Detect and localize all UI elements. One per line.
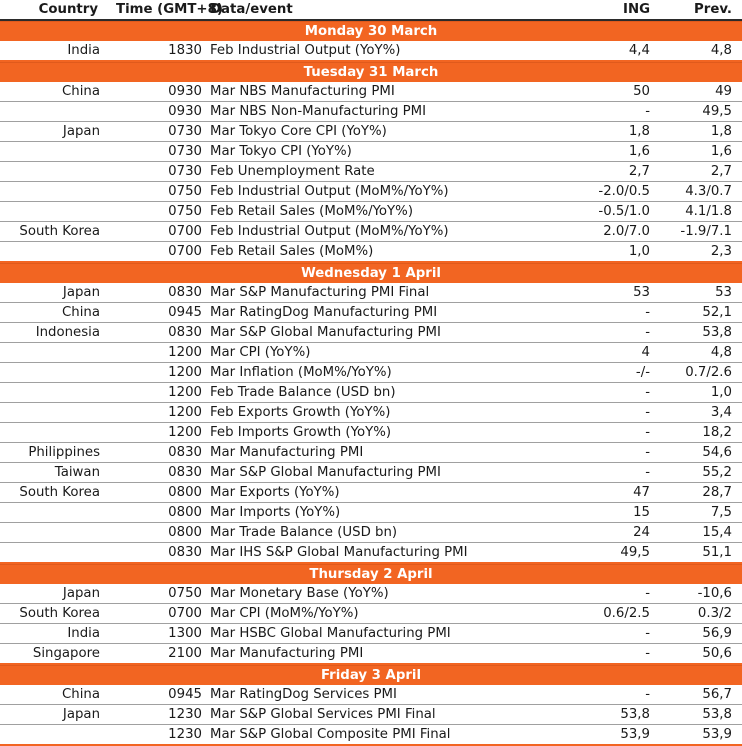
cell-time: 0830 — [168, 545, 202, 560]
cell-country: Japan — [62, 586, 100, 601]
cell-event: Mar RatingDog Manufacturing PMI — [210, 305, 438, 320]
cell-time: 1200 — [168, 365, 202, 380]
cell-time: 0830 — [168, 445, 202, 460]
cell-previous: 1,8 — [710, 124, 732, 139]
cell-time: 0750 — [168, 204, 202, 219]
cell-time: 2100 — [168, 646, 202, 661]
table-row — [0, 383, 742, 403]
table-row — [0, 202, 742, 222]
cell-event: Mar NBS Non-Manufacturing PMI — [210, 104, 427, 119]
cell-time: 0750 — [168, 184, 202, 199]
cell-previous: -1.9/7.1 — [680, 224, 732, 239]
cell-previous: 52,1 — [702, 305, 732, 320]
cell-country: Japan — [62, 124, 100, 139]
cell-ing-forecast: 49,5 — [620, 545, 650, 560]
cell-time: 0730 — [168, 124, 202, 139]
table-row — [0, 283, 742, 303]
cell-event: Mar Imports (YoY%) — [210, 505, 341, 520]
cell-time: 0930 — [168, 104, 202, 119]
cell-event: Feb Industrial Output (MoM%/YoY%) — [210, 224, 449, 239]
table-body — [0, 21, 742, 746]
cell-ing-forecast: 1,8 — [628, 124, 650, 139]
table-row — [0, 705, 742, 725]
cell-country: India — [67, 43, 100, 58]
cell-time: 1230 — [168, 727, 202, 742]
day-label: Wednesday 1 April — [301, 266, 441, 281]
table-row — [0, 483, 742, 503]
cell-event: Mar S&P Manufacturing PMI Final — [210, 285, 430, 300]
table-row — [0, 122, 742, 142]
cell-event: Mar Inflation (MoM%/YoY%) — [210, 365, 392, 380]
cell-ing-forecast: - — [645, 325, 650, 340]
cell-event: Mar Manufacturing PMI — [210, 646, 364, 661]
table-row — [0, 162, 742, 182]
cell-previous: 4.3/0.7 — [685, 184, 732, 199]
table-row — [0, 725, 742, 746]
table-row — [0, 523, 742, 543]
cell-ing-forecast: - — [645, 465, 650, 480]
day-header-row — [0, 21, 742, 41]
day-label: Tuesday 31 March — [303, 65, 439, 80]
cell-event: Mar Tokyo Core CPI (YoY%) — [210, 124, 387, 139]
cell-previous: 3,4 — [710, 405, 732, 420]
day-header-row — [0, 62, 742, 82]
cell-event: Mar Manufacturing PMI — [210, 445, 364, 460]
cell-time: 0730 — [168, 144, 202, 159]
cell-previous: 1,0 — [710, 385, 732, 400]
cell-previous: 2,3 — [710, 244, 732, 259]
cell-country: South Korea — [19, 606, 100, 621]
cell-ing-forecast: - — [645, 586, 650, 601]
cell-ing-forecast: - — [645, 305, 650, 320]
cell-previous: 53,8 — [702, 325, 732, 340]
cell-event: Feb Retail Sales (MoM%) — [210, 244, 374, 259]
cell-time: 0700 — [168, 244, 202, 259]
table-row — [0, 503, 742, 523]
cell-event: Feb Industrial Output (YoY%) — [210, 43, 401, 58]
cell-event: Feb Retail Sales (MoM%/YoY%) — [210, 204, 414, 219]
cell-ing-forecast: 1,6 — [628, 144, 650, 159]
day-label: Friday 3 April — [320, 668, 422, 683]
cell-previous: 4,8 — [710, 43, 732, 58]
cell-ing-forecast: -/- — [635, 365, 650, 380]
table-row — [0, 423, 742, 443]
cell-event: Mar IHS S&P Global Manufacturing PMI — [210, 545, 468, 560]
table-row — [0, 543, 742, 564]
cell-previous: 51,1 — [702, 545, 732, 560]
table-row — [0, 624, 742, 644]
cell-ing-forecast: - — [645, 445, 650, 460]
cell-time: 0800 — [168, 505, 202, 520]
table-row — [0, 102, 742, 122]
cell-country: Taiwan — [54, 465, 100, 480]
cell-previous: 0.3/2 — [697, 606, 732, 621]
cell-country: China — [62, 687, 100, 702]
header-time: Time (GMT+8) — [116, 2, 223, 17]
cell-ing-forecast: 1,0 — [628, 244, 650, 259]
cell-previous: 2,7 — [710, 164, 732, 179]
day-header-row — [0, 564, 742, 584]
header-previous: Prev. — [694, 2, 732, 17]
header-country: Country — [38, 2, 98, 17]
cell-previous: 18,2 — [702, 425, 732, 440]
cell-event: Mar CPI (MoM%/YoY%) — [210, 606, 359, 621]
cell-previous: 0.7/2.6 — [685, 365, 732, 380]
cell-previous: 15,4 — [702, 525, 732, 540]
cell-event: Mar S&P Global Composite PMI Final — [210, 727, 451, 742]
cell-time: 0830 — [168, 465, 202, 480]
table-row — [0, 403, 742, 423]
cell-time: 0930 — [168, 84, 202, 99]
cell-event: Mar S&P Global Manufacturing PMI — [210, 325, 441, 340]
cell-previous: 50,6 — [702, 646, 732, 661]
cell-ing-forecast: - — [645, 687, 650, 702]
cell-previous: 53,8 — [702, 707, 732, 722]
cell-country: Indonesia — [35, 325, 100, 340]
cell-ing-forecast: 50 — [633, 84, 650, 99]
table-row — [0, 644, 742, 665]
cell-ing-forecast: - — [645, 104, 650, 119]
cell-ing-forecast: 0.6/2.5 — [603, 606, 650, 621]
table-row — [0, 343, 742, 363]
cell-event: Mar CPI (YoY%) — [210, 345, 311, 360]
cell-country: South Korea — [19, 485, 100, 500]
day-label: Monday 30 March — [304, 24, 438, 39]
header-event: Data/event — [210, 2, 293, 17]
day-label: Thursday 2 April — [309, 567, 433, 582]
table-row — [0, 142, 742, 162]
cell-event: Mar S&P Global Manufacturing PMI — [210, 465, 441, 480]
cell-previous: 7,5 — [710, 505, 732, 520]
cell-time: 0945 — [168, 687, 202, 702]
cell-time: 0830 — [168, 285, 202, 300]
table-row — [0, 82, 742, 102]
cell-ing-forecast: 2.0/7.0 — [603, 224, 650, 239]
cell-country: Philippines — [28, 445, 100, 460]
table-row — [0, 685, 742, 705]
table-row — [0, 222, 742, 242]
cell-ing-forecast: - — [645, 626, 650, 641]
cell-previous: 28,7 — [702, 485, 732, 500]
table-header-row — [0, 0, 742, 21]
header-ing-forecast: ING — [623, 2, 650, 17]
cell-event: Mar NBS Manufacturing PMI — [210, 84, 395, 99]
cell-country: China — [62, 84, 100, 99]
cell-previous: 53 — [715, 285, 732, 300]
cell-time: 0830 — [168, 325, 202, 340]
day-header-row — [0, 665, 742, 685]
cell-ing-forecast: 53 — [633, 285, 650, 300]
cell-ing-forecast: 24 — [633, 525, 650, 540]
table-row — [0, 41, 742, 62]
cell-event: Feb Imports Growth (YoY%) — [210, 425, 392, 440]
cell-previous: 56,7 — [702, 687, 732, 702]
cell-ing-forecast: - — [645, 425, 650, 440]
cell-ing-forecast: -2.0/0.5 — [598, 184, 650, 199]
cell-time: 1200 — [168, 405, 202, 420]
cell-event: Feb Exports Growth (YoY%) — [210, 405, 391, 420]
cell-ing-forecast: 2,7 — [628, 164, 650, 179]
cell-ing-forecast: - — [645, 646, 650, 661]
cell-time: 0700 — [168, 606, 202, 621]
cell-ing-forecast: 53,9 — [620, 727, 650, 742]
cell-event: Mar RatingDog Services PMI — [210, 687, 397, 702]
cell-event: Mar Trade Balance (USD bn) — [210, 525, 398, 540]
cell-previous: 54,6 — [702, 445, 732, 460]
cell-previous: 49 — [715, 84, 732, 99]
cell-country: China — [62, 305, 100, 320]
table-row — [0, 242, 742, 263]
cell-time: 0730 — [168, 164, 202, 179]
cell-time: 1300 — [168, 626, 202, 641]
cell-time: 0945 — [168, 305, 202, 320]
cell-ing-forecast: 4 — [641, 345, 650, 360]
cell-time: 1200 — [168, 385, 202, 400]
cell-ing-forecast: 53,8 — [620, 707, 650, 722]
cell-time: 0800 — [168, 485, 202, 500]
cell-country: Japan — [62, 285, 100, 300]
cell-time: 0800 — [168, 525, 202, 540]
cell-ing-forecast: 4,4 — [628, 43, 650, 58]
cell-time: 1230 — [168, 707, 202, 722]
cell-previous: 1,6 — [710, 144, 732, 159]
cell-country: India — [67, 626, 100, 641]
cell-previous: 53,9 — [702, 727, 732, 742]
cell-previous: 49,5 — [702, 104, 732, 119]
cell-event: Mar Monetary Base (YoY%) — [210, 586, 389, 601]
cell-event: Mar HSBC Global Manufacturing PMI — [210, 626, 451, 641]
cell-event: Mar Tokyo CPI (YoY%) — [210, 144, 352, 159]
cell-time: 1830 — [168, 43, 202, 58]
cell-previous: -10,6 — [697, 586, 732, 601]
table-row — [0, 363, 742, 383]
cell-ing-forecast: - — [645, 405, 650, 420]
cell-previous: 56,9 — [702, 626, 732, 641]
cell-country: Japan — [62, 707, 100, 722]
table-row — [0, 463, 742, 483]
day-header-row — [0, 263, 742, 283]
table-row — [0, 584, 742, 604]
cell-event: Feb Unemployment Rate — [210, 164, 375, 179]
table-row — [0, 182, 742, 202]
cell-ing-forecast: - — [645, 385, 650, 400]
table-row — [0, 443, 742, 463]
cell-time: 1200 — [168, 345, 202, 360]
cell-ing-forecast: -0.5/1.0 — [598, 204, 650, 219]
cell-time: 0700 — [168, 224, 202, 239]
cell-previous: 4,8 — [710, 345, 732, 360]
cell-ing-forecast: 15 — [633, 505, 650, 520]
table-row — [0, 323, 742, 343]
cell-country: Singapore — [32, 646, 100, 661]
cell-event: Mar Exports (YoY%) — [210, 485, 340, 500]
cell-ing-forecast: 47 — [633, 485, 650, 500]
cell-previous: 4.1/1.8 — [685, 204, 732, 219]
cell-time: 1200 — [168, 425, 202, 440]
cell-previous: 55,2 — [702, 465, 732, 480]
table-row — [0, 604, 742, 624]
cell-event: Mar S&P Global Services PMI Final — [210, 707, 436, 722]
cell-time: 0750 — [168, 586, 202, 601]
cell-event: Feb Trade Balance (USD bn) — [210, 385, 396, 400]
cell-event: Feb Industrial Output (MoM%/YoY%) — [210, 184, 449, 199]
table-row — [0, 303, 742, 323]
cell-country: South Korea — [19, 224, 100, 239]
